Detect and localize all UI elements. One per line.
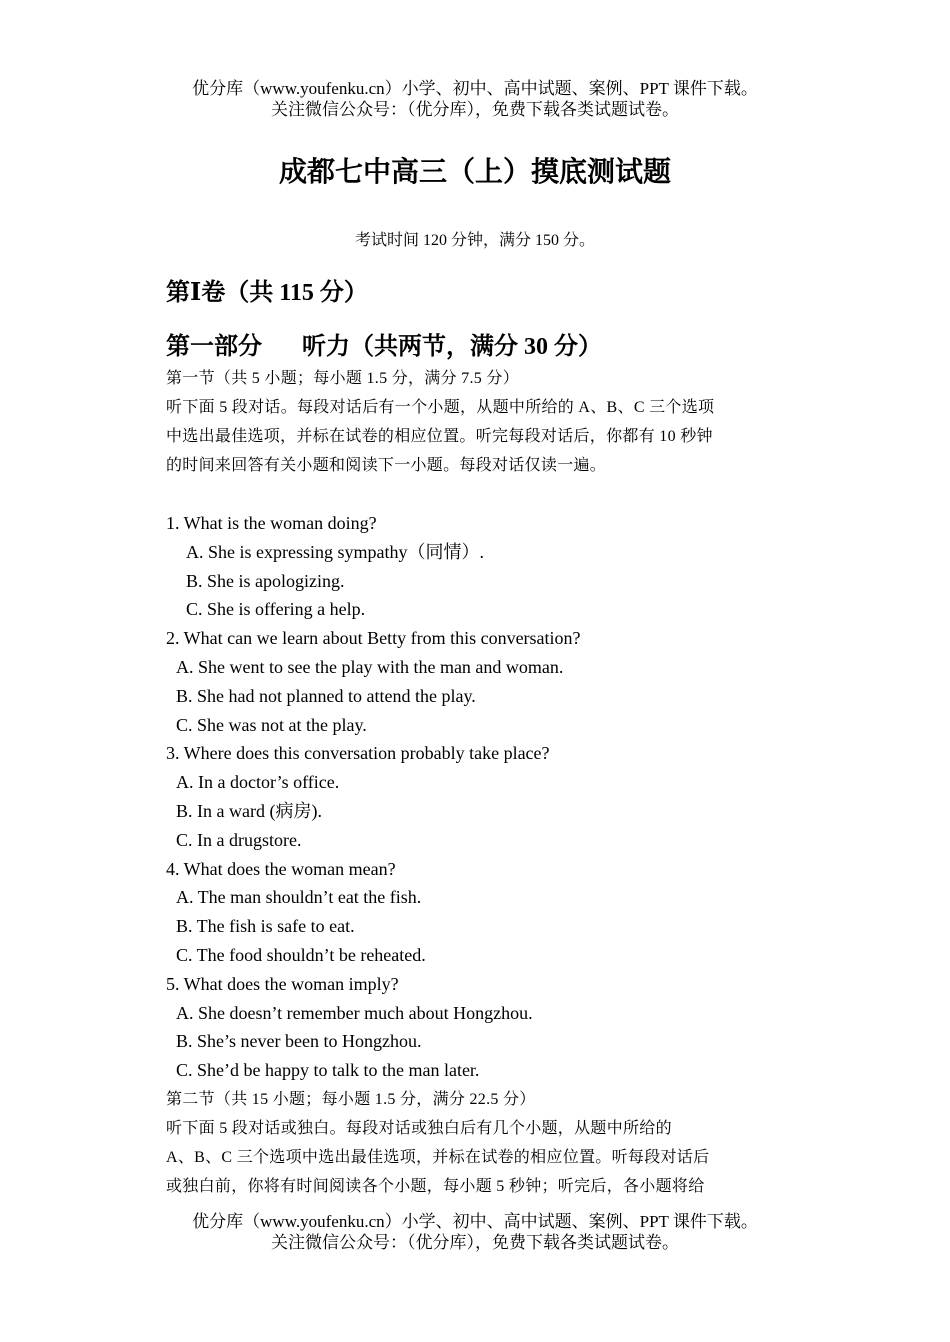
option-b: B. She had not planned to attend the play. bbox=[176, 685, 476, 706]
option-c: C. The food shouldn’t be reheated. bbox=[176, 944, 426, 965]
option-b: B. In a ward (病房). bbox=[176, 800, 322, 821]
question-stem: 1. What is the woman doing? bbox=[166, 513, 377, 533]
volume-heading: 第Ⅰ卷（共 115 分） bbox=[166, 280, 368, 306]
instruction-line: 的时间来回答有关小题和阅读下一小题。每段对话仅读一遍。 bbox=[166, 457, 607, 474]
question-stem: 3. Where does this conversation probably take place? bbox=[166, 743, 550, 764]
header-line-1: 优分库（www.youfenku.cn）小学、初中、高中试题、案例、PPT 课件下载。 bbox=[192, 79, 758, 98]
section-2-instructions bbox=[166, 1114, 786, 1201]
part-heading bbox=[166, 330, 786, 364]
page-header bbox=[0, 78, 950, 120]
option-b: B. She’s never been to Hongzhou. bbox=[176, 1031, 422, 1052]
part-label: 第一部分 bbox=[166, 334, 262, 360]
header-line-2: 关注微信公众号：（优分库），免费下载各类试题试卷。 bbox=[271, 100, 679, 119]
option-a: A. She went to see the play with the man and woman. bbox=[176, 656, 564, 677]
option-a: A. The man shouldn’t eat the fish. bbox=[176, 887, 422, 908]
footer-line-2: 关注微信公众号：（优分库），免费下载各类试题试卷。 bbox=[271, 1233, 679, 1252]
option-a: A. In a doctor’s office. bbox=[176, 772, 340, 793]
question-5 bbox=[166, 970, 786, 1085]
question-4 bbox=[166, 855, 786, 970]
question-3 bbox=[166, 739, 786, 854]
document-body bbox=[166, 276, 786, 1201]
question-stem: 5. What does the woman imply? bbox=[166, 973, 399, 994]
question-stem: 2. What can we learn about Betty from this conversation? bbox=[166, 628, 581, 649]
instruction-line: 听下面 5 段对话或独白。每段对话或独白后有几个小题，从题中所给的 bbox=[166, 1119, 672, 1137]
page-title: 成都七中高三（上）摸底测试题 bbox=[278, 157, 671, 188]
option-a: A. She is expressing sympathy（同情）. bbox=[186, 541, 484, 562]
exam-info: 考试时间 120 分钟，满分 150 分。 bbox=[354, 232, 595, 249]
instruction-line: A、B、C 三个选项中选出最佳选项，并标在试卷的相应位置。听每段对话后 bbox=[166, 1148, 710, 1166]
section-1-heading: 第一节（共 5 小题；每小题 1.5 分，满分 7.5 分） bbox=[166, 370, 520, 387]
option-b: B. She is apologizing. bbox=[186, 570, 345, 591]
question-2 bbox=[166, 624, 786, 739]
section-2-heading: 第二节（共 15 小题；每小题 1.5 分，满分 22.5 分） bbox=[166, 1090, 536, 1108]
question-stem: 4. What does the woman mean? bbox=[166, 858, 396, 879]
instruction-line: 中选出最佳选项，并标在试卷的相应位置。听完每段对话后，你都有 10 秒钟 bbox=[166, 428, 713, 445]
part-title: 听力（共两节，满分 30 分） bbox=[302, 334, 602, 360]
option-c: C. She is offering a help. bbox=[186, 599, 366, 620]
footer-line-1: 优分库（www.youfenku.cn）小学、初中、高中试题、案例、PPT 课件下载。 bbox=[192, 1212, 758, 1231]
section-1-instructions bbox=[166, 393, 786, 480]
option-c: C. She was not at the play. bbox=[176, 714, 367, 735]
page-footer bbox=[0, 1211, 950, 1253]
instruction-line: 听下面 5 段对话。每段对话后有一个小题，从题中所给的 A、B、C 三个选项 bbox=[166, 399, 715, 416]
question-1 bbox=[166, 509, 786, 624]
option-c: C. She’d be happy to talk to the man later. bbox=[176, 1060, 480, 1081]
option-c: C. In a drugstore. bbox=[176, 829, 302, 850]
option-b: B. The fish is safe to eat. bbox=[176, 916, 355, 937]
option-a: A. She doesn’t remember much about Hongzhou. bbox=[176, 1002, 533, 1023]
instruction-line: 或独白前，你将有时间阅读各个小题，每小题 5 秒钟；听完后，各小题将给 bbox=[166, 1177, 705, 1195]
